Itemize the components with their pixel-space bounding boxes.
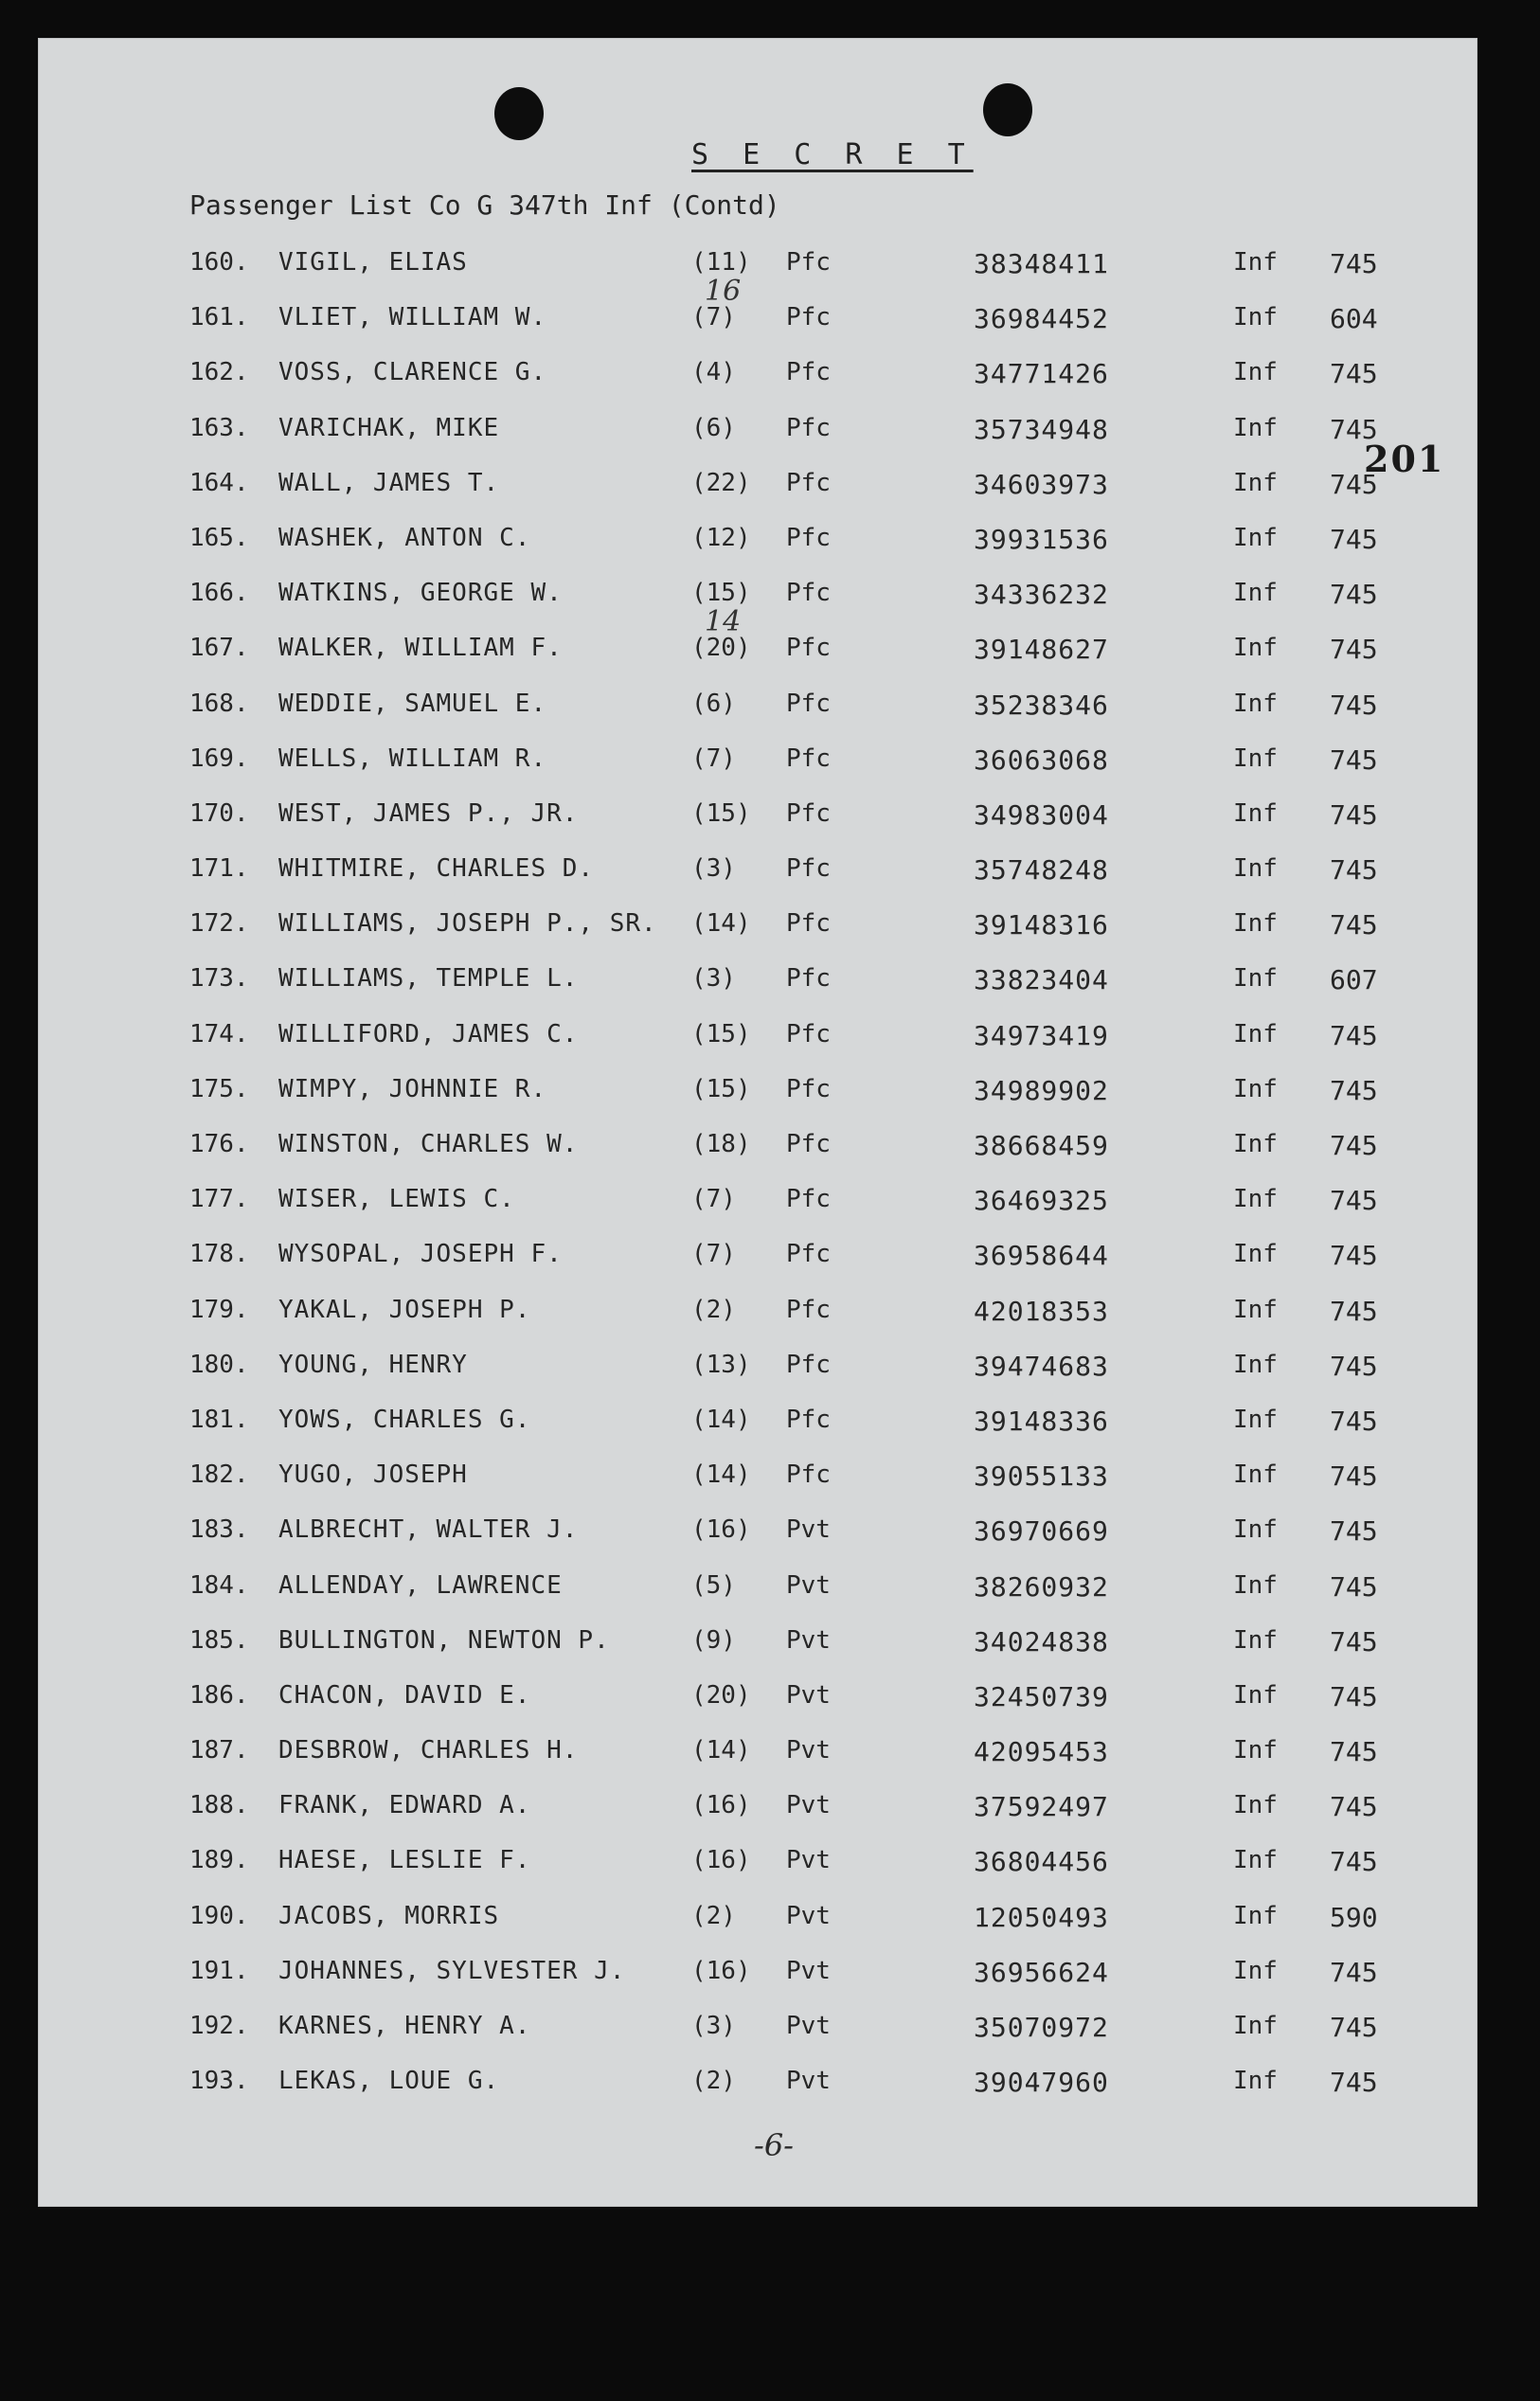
list-row [38, 851, 1477, 905]
row-number: 164. [189, 468, 249, 497]
list-row [38, 1071, 1477, 1126]
row-number: 182. [189, 1460, 249, 1490]
passenger-name: YAKAL, JOSEPH P. [278, 1295, 531, 1324]
passenger-list [38, 244, 1477, 2118]
list-row [38, 741, 1477, 796]
rank: Pfc [786, 798, 831, 828]
mos-code: 745 [1330, 358, 1378, 390]
mos-code: 745 [1330, 909, 1378, 941]
arm-of-service: Inf [1233, 579, 1278, 608]
list-row [38, 960, 1477, 1015]
arm-of-service: Inf [1233, 1736, 1278, 1765]
list-row [38, 1126, 1477, 1181]
rank: Pfc [786, 523, 831, 552]
mos-code: 745 [1330, 798, 1378, 831]
serial-number: 34989902 [974, 1074, 1109, 1106]
list-row [38, 575, 1477, 630]
arm-of-service: Inf [1233, 1074, 1278, 1103]
serial-number: 42095453 [974, 1736, 1109, 1768]
group-number: (9) [691, 1625, 736, 1655]
arm-of-service: Inf [1233, 2012, 1278, 2040]
list-row [38, 1898, 1477, 1953]
mos-code: 745 [1330, 1350, 1378, 1382]
group-number: (3) [691, 854, 736, 884]
rank: Pfc [786, 413, 831, 442]
serial-number: 36958644 [974, 1240, 1109, 1272]
row-number: 193. [189, 2067, 249, 2096]
group-number: (14) [691, 1736, 751, 1765]
list-row [38, 686, 1477, 741]
rank: Pvt [786, 2067, 831, 2096]
arm-of-service: Inf [1233, 1405, 1278, 1434]
rank: Pvt [786, 1846, 831, 1875]
list-row [38, 275, 1477, 354]
mos-code: 745 [1330, 1019, 1378, 1051]
passenger-name: WILLIAMS, JOSEPH P., SR. [278, 909, 657, 939]
row-number: 172. [189, 909, 249, 939]
rank: Pfc [786, 964, 831, 994]
row-number: 186. [189, 1680, 249, 1710]
passenger-name: CHACON, DAVID E. [278, 1680, 531, 1710]
arm-of-service: Inf [1233, 689, 1278, 718]
group-number: (11) [691, 248, 751, 277]
rank: Pvt [786, 1515, 831, 1545]
row-number: 192. [189, 2012, 249, 2040]
passenger-name: WALKER, WILLIAM F. [278, 634, 563, 663]
rank: Pfc [786, 744, 831, 773]
passenger-name: VIGIL, ELIAS [278, 248, 468, 277]
arm-of-service: Inf [1233, 1680, 1278, 1710]
mos-code: 745 [1330, 523, 1378, 555]
arm-of-service: Inf [1233, 1460, 1278, 1490]
row-number: 175. [189, 1074, 249, 1103]
group-number: (16) [691, 1515, 751, 1545]
serial-number: 35238346 [974, 689, 1109, 721]
group-number: (2) [691, 2067, 736, 2096]
row-number: 173. [189, 964, 249, 994]
punch-hole [983, 83, 1032, 136]
row-number: 189. [189, 1846, 249, 1875]
arm-of-service: Inf [1233, 523, 1278, 552]
group-number: (16) [691, 1846, 751, 1875]
serial-number: 39148336 [974, 1405, 1109, 1437]
group-number: (20) [691, 634, 751, 663]
mos-code: 745 [1330, 1791, 1378, 1823]
serial-number: 34603973 [974, 468, 1109, 500]
serial-number: 34336232 [974, 579, 1109, 611]
serial-number: 38260932 [974, 1570, 1109, 1603]
mos-code: 745 [1330, 1956, 1378, 1988]
mos-code: 745 [1330, 689, 1378, 721]
mos-code: 745 [1330, 1130, 1378, 1161]
serial-number: 39148316 [974, 909, 1109, 941]
row-number: 169. [189, 744, 249, 773]
handwritten-correction: 16 [705, 275, 742, 309]
group-number: (15) [691, 1019, 751, 1048]
group-number: (14) [691, 909, 751, 939]
passenger-name: WIMPY, JOHNNIE R. [278, 1074, 547, 1103]
row-number: 161. [189, 303, 249, 332]
mos-code: 590 [1330, 1901, 1378, 1933]
arm-of-service: Inf [1233, 1846, 1278, 1875]
row-number: 180. [189, 1350, 249, 1379]
list-row [38, 1457, 1477, 1512]
serial-number: 35734948 [974, 413, 1109, 445]
mos-code: 745 [1330, 1460, 1378, 1493]
serial-number: 34024838 [974, 1625, 1109, 1657]
rank: Pfc [786, 1019, 831, 1048]
list-row [38, 1236, 1477, 1291]
serial-number: 38668459 [974, 1130, 1109, 1161]
list-row [38, 1292, 1477, 1347]
passenger-name: WISER, LEWIS C. [278, 1185, 515, 1214]
group-number: (15) [691, 579, 751, 608]
list-row [38, 1016, 1477, 1071]
row-number: 179. [189, 1295, 249, 1324]
arm-of-service: Inf [1233, 854, 1278, 884]
rank: Pfc [786, 1405, 831, 1434]
rank: Pfc [786, 1240, 831, 1269]
passenger-name: BULLINGTON, NEWTON P. [278, 1625, 610, 1655]
rank: Pvt [786, 1736, 831, 1765]
serial-number: 38348411 [974, 248, 1109, 279]
arm-of-service: Inf [1233, 1019, 1278, 1048]
rank: Pvt [786, 1570, 831, 1600]
arm-of-service: Inf [1233, 2067, 1278, 2096]
list-row [38, 1347, 1477, 1402]
passenger-name: JACOBS, MORRIS [278, 1901, 500, 1930]
rank: Pfc [786, 579, 831, 608]
passenger-name: ALLENDAY, LAWRENCE [278, 1570, 563, 1600]
mos-code: 745 [1330, 413, 1378, 445]
serial-number: 36469325 [974, 1185, 1109, 1217]
arm-of-service: Inf [1233, 1625, 1278, 1655]
group-number: (18) [691, 1130, 751, 1158]
rank: Pfc [786, 634, 831, 663]
serial-number: 37592497 [974, 1791, 1109, 1823]
row-number: 171. [189, 854, 249, 884]
serial-number: 36804456 [974, 1846, 1109, 1878]
row-number: 167. [189, 634, 249, 663]
rank: Pvt [786, 2012, 831, 2040]
row-number: 183. [189, 1515, 249, 1545]
serial-number: 35070972 [974, 2012, 1109, 2043]
mos-code: 745 [1330, 634, 1378, 666]
punch-hole [494, 87, 544, 140]
mos-code: 745 [1330, 1846, 1378, 1878]
group-number: (2) [691, 1901, 736, 1930]
mos-code: 745 [1330, 2067, 1378, 2099]
row-number: 160. [189, 248, 249, 277]
serial-number: 39474683 [974, 1350, 1109, 1382]
group-number: (6) [691, 689, 736, 718]
passenger-name: WYSOPAL, JOSEPH F. [278, 1240, 563, 1269]
group-number: (16) [691, 1791, 751, 1820]
document-page [38, 38, 1477, 2207]
rank: Pfc [786, 1130, 831, 1158]
passenger-name: WILLIAMS, TEMPLE L. [278, 964, 579, 994]
serial-number: 36956624 [974, 1956, 1109, 1988]
list-row [38, 244, 1477, 299]
mos-code: 745 [1330, 1295, 1378, 1327]
passenger-name: WHITMIRE, CHARLES D. [278, 854, 595, 884]
row-number: 170. [189, 798, 249, 828]
list-row [38, 1181, 1477, 1236]
page-number: -6- [754, 2127, 794, 2163]
serial-number: 36970669 [974, 1515, 1109, 1548]
rank: Pvt [786, 1680, 831, 1710]
rank: Pfc [786, 689, 831, 718]
mos-code: 745 [1330, 854, 1378, 887]
rank: Pvt [786, 1791, 831, 1820]
passenger-name: VOSS, CLARENCE G. [278, 358, 547, 387]
arm-of-service: Inf [1233, 1956, 1278, 1985]
serial-number: 39047960 [974, 2067, 1109, 2099]
serial-number: 39148627 [974, 634, 1109, 666]
passenger-name: WILLIFORD, JAMES C. [278, 1019, 579, 1048]
arm-of-service: Inf [1233, 1570, 1278, 1600]
group-number: (5) [691, 1570, 736, 1600]
group-number: (13) [691, 1350, 751, 1379]
rank: Pfc [786, 1460, 831, 1490]
serial-number: 36984452 [974, 303, 1109, 335]
file-stamp: 201 [1364, 438, 1445, 480]
list-row [38, 2063, 1477, 2118]
row-number: 165. [189, 523, 249, 552]
row-number: 188. [189, 1791, 249, 1820]
group-number: (7) [691, 303, 736, 332]
row-number: 174. [189, 1019, 249, 1048]
passenger-name: KARNES, HENRY A. [278, 2012, 531, 2040]
passenger-name: WELLS, WILLIAM R. [278, 744, 547, 773]
list-row [38, 1732, 1477, 1787]
rank: Pvt [786, 1625, 831, 1655]
arm-of-service: Inf [1233, 1185, 1278, 1214]
rank: Pfc [786, 303, 831, 332]
list-row [38, 1842, 1477, 1897]
serial-number: 32450739 [974, 1680, 1109, 1712]
arm-of-service: Inf [1233, 1240, 1278, 1269]
group-number: (6) [691, 413, 736, 442]
passenger-name: LEKAS, LOUE G. [278, 2067, 500, 2096]
mos-code: 745 [1330, 1736, 1378, 1768]
arm-of-service: Inf [1233, 964, 1278, 994]
mos-code: 745 [1330, 2012, 1378, 2043]
rank: Pfc [786, 1350, 831, 1379]
mos-code: 745 [1330, 579, 1378, 611]
list-row [38, 354, 1477, 409]
rank: Pfc [786, 909, 831, 939]
serial-number: 42018353 [974, 1295, 1109, 1327]
arm-of-service: Inf [1233, 1295, 1278, 1324]
arm-of-service: Inf [1233, 1130, 1278, 1158]
group-number: (14) [691, 1405, 751, 1434]
list-row [38, 410, 1477, 465]
passenger-name: ALBRECHT, WALTER J. [278, 1515, 579, 1545]
list-row [38, 605, 1477, 685]
group-number: (4) [691, 358, 736, 387]
arm-of-service: Inf [1233, 413, 1278, 442]
passenger-name: YOUNG, HENRY [278, 1350, 468, 1379]
list-row [38, 1622, 1477, 1677]
list-row [38, 1953, 1477, 2008]
row-number: 162. [189, 358, 249, 387]
mos-code: 745 [1330, 248, 1378, 279]
passenger-name: HAESE, LESLIE F. [278, 1846, 531, 1875]
rank: Pfc [786, 854, 831, 884]
group-number: (14) [691, 1460, 751, 1490]
mos-code: 745 [1330, 1515, 1378, 1548]
group-number: (7) [691, 1185, 736, 1214]
mos-code: 745 [1330, 1405, 1378, 1437]
mos-code: 607 [1330, 964, 1378, 996]
rank: Pfc [786, 468, 831, 497]
list-row [38, 1512, 1477, 1567]
passenger-name: WATKINS, GEORGE W. [278, 579, 563, 608]
arm-of-service: Inf [1233, 358, 1278, 387]
list-row [38, 2008, 1477, 2063]
group-number: (12) [691, 523, 751, 552]
mos-code: 745 [1330, 1185, 1378, 1217]
list-row [38, 1402, 1477, 1457]
serial-number: 33823404 [974, 964, 1109, 996]
group-number: (22) [691, 468, 751, 497]
handwritten-correction: 14 [705, 605, 742, 639]
arm-of-service: Inf [1233, 1791, 1278, 1820]
group-number: (7) [691, 1240, 736, 1269]
rank: Pfc [786, 358, 831, 387]
row-number: 176. [189, 1130, 249, 1158]
list-row [38, 1568, 1477, 1622]
list-row [38, 1787, 1477, 1842]
rank: Pfc [786, 1295, 831, 1324]
arm-of-service: Inf [1233, 634, 1278, 663]
row-number: 181. [189, 1405, 249, 1434]
arm-of-service: Inf [1233, 468, 1278, 497]
arm-of-service: Inf [1233, 1350, 1278, 1379]
passenger-name: WASHEK, ANTON C. [278, 523, 531, 552]
list-row [38, 905, 1477, 960]
mos-code: 745 [1330, 468, 1378, 500]
serial-number: 34983004 [974, 798, 1109, 831]
group-number: (20) [691, 1680, 751, 1710]
passenger-name: WEST, JAMES P., JR. [278, 798, 579, 828]
row-number: 163. [189, 413, 249, 442]
group-number: (3) [691, 964, 736, 994]
passenger-name: FRANK, EDWARD A. [278, 1791, 531, 1820]
mos-code: 745 [1330, 744, 1378, 776]
passenger-name: WINSTON, CHARLES W. [278, 1130, 579, 1158]
row-number: 191. [189, 1956, 249, 1985]
mos-code: 745 [1330, 1074, 1378, 1106]
rank: Pfc [786, 248, 831, 277]
row-number: 187. [189, 1736, 249, 1765]
mos-code: 604 [1330, 303, 1378, 335]
passenger-name: YOWS, CHARLES G. [278, 1405, 531, 1434]
rank: Pvt [786, 1956, 831, 1985]
serial-number: 36063068 [974, 744, 1109, 776]
passenger-name: DESBROW, CHARLES H. [278, 1736, 579, 1765]
mos-code: 745 [1330, 1680, 1378, 1712]
row-number: 177. [189, 1185, 249, 1214]
serial-number: 35748248 [974, 854, 1109, 887]
row-number: 178. [189, 1240, 249, 1269]
row-number: 190. [189, 1901, 249, 1930]
group-number: (15) [691, 798, 751, 828]
list-row [38, 1677, 1477, 1732]
arm-of-service: Inf [1233, 909, 1278, 939]
classification-heading: S E C R E T [691, 138, 974, 171]
arm-of-service: Inf [1233, 798, 1278, 828]
group-number: (15) [691, 1074, 751, 1103]
group-number: (3) [691, 2012, 736, 2040]
serial-number: 34973419 [974, 1019, 1109, 1051]
passenger-name: JOHANNES, SYLVESTER J. [278, 1956, 626, 1985]
mos-code: 745 [1330, 1625, 1378, 1657]
serial-number: 12050493 [974, 1901, 1109, 1933]
arm-of-service: Inf [1233, 248, 1278, 277]
arm-of-service: Inf [1233, 744, 1278, 773]
rank: Pvt [786, 1901, 831, 1930]
arm-of-service: Inf [1233, 303, 1278, 332]
row-number: 168. [189, 689, 249, 718]
group-number: (7) [691, 744, 736, 773]
serial-number: 34771426 [974, 358, 1109, 390]
passenger-name: VLIET, WILLIAM W. [278, 303, 547, 332]
list-row [38, 465, 1477, 520]
passenger-name: VARICHAK, MIKE [278, 413, 500, 442]
mos-code: 745 [1330, 1240, 1378, 1272]
passenger-name: WEDDIE, SAMUEL E. [278, 689, 547, 718]
list-row [38, 796, 1477, 851]
passenger-name: YUGO, JOSEPH [278, 1460, 468, 1490]
row-number: 184. [189, 1570, 249, 1600]
arm-of-service: Inf [1233, 1901, 1278, 1930]
arm-of-service: Inf [1233, 1515, 1278, 1545]
mos-code: 745 [1330, 1570, 1378, 1603]
serial-number: 39931536 [974, 523, 1109, 555]
row-number: 166. [189, 579, 249, 608]
list-title: Passenger List Co G 347th Inf (Contd) [189, 189, 780, 221]
group-number: (16) [691, 1956, 751, 1985]
rank: Pfc [786, 1074, 831, 1103]
rank: Pfc [786, 1185, 831, 1214]
list-row [38, 520, 1477, 575]
group-number: (2) [691, 1295, 736, 1324]
row-number: 185. [189, 1625, 249, 1655]
serial-number: 39055133 [974, 1460, 1109, 1493]
passenger-name: WALL, JAMES T. [278, 468, 500, 497]
